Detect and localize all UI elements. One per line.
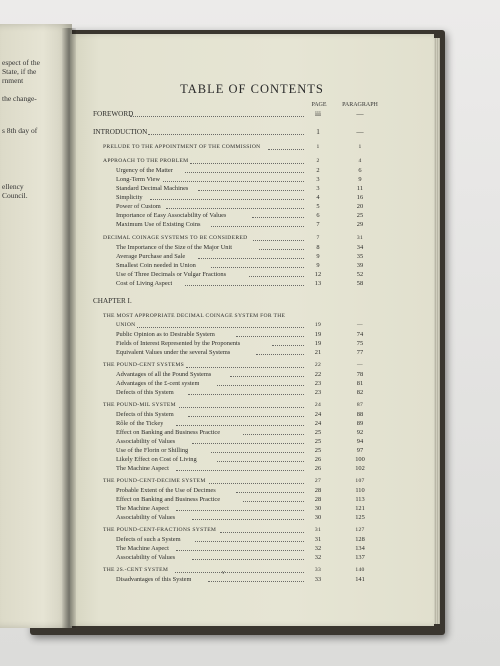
toc-row (0, 410, 500, 419)
toc-entry-title: Effect on Banking and Business Practice (116, 496, 221, 503)
leader-dots (188, 388, 304, 397)
leader-dots (236, 486, 304, 495)
leader-dots (192, 437, 304, 446)
leader-dots (166, 202, 304, 211)
toc-row (0, 220, 500, 229)
leader-dots (176, 419, 304, 428)
leader-dots (259, 243, 304, 252)
left-page-text: espect of the (2, 58, 40, 67)
leader-dots (137, 321, 305, 330)
left-page-text: State, if the (2, 67, 37, 76)
column-header-page (301, 102, 337, 109)
toc-row (0, 175, 500, 184)
toc-paragraph-number: 92 (356, 429, 364, 436)
toc-paragraph-number: 134 (355, 545, 365, 552)
toc-page-number: 1 (316, 144, 320, 150)
toc-entry-title: Likely Effect on Cost of Living (116, 456, 197, 463)
toc-entry-title: Smallest Coin needed in Union (116, 262, 196, 269)
toc-paragraph-number: 52 (356, 271, 364, 278)
toc-page-number: 23 (314, 389, 322, 396)
left-page-text: ellency (2, 182, 24, 191)
toc-paragraph-number: 94 (356, 438, 364, 445)
toc-row (0, 486, 500, 495)
toc-row (0, 252, 500, 261)
toc-page-number: 21 (314, 349, 322, 356)
toc-entry-title: Associability of Values (116, 438, 176, 445)
toc-page-number: 28 (314, 496, 322, 503)
toc-row (0, 279, 500, 288)
leader-dots (150, 193, 304, 202)
leader-dots (249, 270, 304, 279)
toc-row (0, 535, 500, 544)
toc-paragraph-number: 1 (358, 144, 362, 150)
toc-entry-title: Defects of such a System (116, 536, 181, 543)
leader-dots (198, 184, 304, 193)
toc-paragraph-number: 39 (356, 262, 364, 269)
toc-row (0, 312, 500, 321)
toc-paragraph-number: 81 (356, 380, 364, 387)
toc-page-number: 12 (314, 271, 322, 278)
toc-paragraph-number: 102 (355, 465, 365, 472)
toc-entry-title: THE POUND-CENT SYSTEMS (103, 362, 185, 368)
toc-paragraph-number: 58 (356, 280, 364, 287)
column-header-paragraph: PARAGRAPH (342, 102, 378, 108)
toc-page-number: 33 (314, 576, 322, 583)
toc-page-number: 19 (314, 331, 322, 338)
toc-paragraph-number: 74 (356, 331, 364, 338)
toc-entry-title: Urgency of the Matter (116, 167, 173, 174)
toc-row (0, 437, 500, 446)
toc-paragraph-number: 31 (356, 235, 364, 241)
toc-paragraph-number: 110 (355, 487, 365, 494)
toc-paragraph-number: 141 (355, 576, 365, 583)
leader-dots (186, 361, 304, 370)
toc-entry-title: PRELUDE TO THE APPOINTMENT OF THE COMMISSION (103, 144, 261, 150)
toc-entry-title: Effect on Banking and Business Practice (116, 429, 221, 436)
toc-entry-title: The Machine Aspect (116, 465, 169, 472)
left-page-text: rnment (2, 76, 24, 85)
toc-entry-title: DECIMAL COINAGE SYSTEMS TO BE CONSIDERED (103, 235, 248, 241)
toc-page-number: 24 (314, 411, 322, 418)
toc-page-number: 22 (314, 371, 322, 378)
toc-paragraph-number: 16 (356, 194, 364, 201)
toc-row (0, 464, 500, 473)
toc-page-number: iii (315, 110, 321, 118)
toc-paragraph-number: 127 (355, 527, 365, 533)
toc-row (0, 379, 500, 388)
toc-paragraph-number: 97 (356, 447, 364, 454)
toc-entry-title: APPROACH TO THE PROBLEM (103, 158, 189, 164)
toc-entry-title: Long-Term View (116, 176, 160, 183)
toc-page-number: 23 (314, 380, 322, 387)
left-page-text: Council. (2, 191, 28, 200)
toc-page-number: 3 (316, 176, 320, 183)
toc-page-number: 2 (316, 158, 320, 164)
toc-page-number: 33 (314, 567, 322, 573)
toc-row (0, 544, 500, 553)
toc-entry-title: The Machine Aspect (116, 545, 169, 552)
toc-entry-title: Simplicity (116, 194, 143, 201)
toc-entry-title: Advantages of all the Pound Systems (116, 371, 212, 378)
toc-row (0, 428, 500, 437)
toc-page-number: 31 (314, 536, 322, 543)
toc-page-number: 7 (316, 235, 320, 241)
toc-page-number: 19 (314, 340, 322, 347)
leader-dots (208, 575, 304, 584)
toc-paragraph-number: 6 (358, 167, 362, 174)
toc-page-number: 9 (316, 253, 320, 260)
leader-dots (188, 410, 304, 419)
leader-dots (209, 477, 304, 486)
toc-row (0, 143, 500, 152)
toc-row (0, 370, 500, 379)
leader-dots (272, 339, 304, 348)
toc-paragraph-number: 88 (356, 411, 364, 418)
toc-paragraph-number: — (356, 110, 364, 118)
leader-dots (179, 401, 304, 410)
toc-row (0, 553, 500, 562)
leader-dots (185, 279, 304, 288)
toc-paragraph-number: 77 (356, 349, 364, 356)
toc-row (0, 184, 500, 193)
toc-paragraph-number: 89 (356, 420, 364, 427)
toc-entry-title: INTRODUCTION (93, 128, 148, 136)
toc-page-number: 32 (314, 545, 322, 552)
leader-dots (148, 128, 304, 137)
toc-page-number: 28 (314, 487, 322, 494)
leader-dots (198, 252, 304, 261)
toc-entry-title: Use of Three Decimals or Vulgar Fractions (116, 271, 227, 278)
toc-entry-title: Disadvantages of this System (116, 576, 192, 583)
left-page-text: s 8th day of (2, 126, 38, 135)
toc-page-number: 26 (314, 456, 322, 463)
toc-row (0, 128, 500, 137)
toc-paragraph-number: 78 (356, 371, 364, 378)
toc-page-number: 31 (314, 527, 322, 533)
toc-entry-title: Rôle of the Tickey (116, 420, 164, 427)
leader-dots (217, 379, 304, 388)
toc-row (0, 193, 500, 202)
toc-page-number: 9 (316, 262, 320, 269)
leader-dots (192, 513, 304, 522)
toc-paragraph-number: — (357, 322, 363, 328)
toc-entry-title: The Importance of the Size of the Major Unit (116, 244, 233, 251)
toc-page-number: 1 (316, 128, 320, 136)
leader-dots (195, 535, 304, 544)
toc-row (0, 321, 500, 330)
leader-dots (268, 143, 304, 152)
toc-row (0, 419, 500, 428)
toc-entry-title: THE POUND-CENT-DECIME SYSTEM (103, 478, 206, 484)
leader-dots (176, 504, 304, 513)
toc-paragraph-number: 128 (355, 536, 365, 543)
toc-entry-title: Standard Decimal Machines (116, 185, 189, 192)
toc-paragraph-number: 125 (355, 514, 365, 521)
leader-dots (220, 526, 304, 535)
toc-entry-title: Associability of Values (116, 514, 176, 521)
toc-paragraph-number: 100 (355, 456, 365, 463)
toc-entry-title: Importance of Easy Associability of Values (116, 212, 227, 219)
toc-page-number: 7 (316, 221, 320, 228)
toc-page-number: 19 (314, 322, 322, 328)
leader-dots (252, 211, 304, 220)
leader-dots (217, 455, 304, 464)
toc-page-number: 24 (314, 402, 322, 408)
toc-row (0, 157, 500, 166)
toc-paragraph-number: 11 (356, 185, 364, 192)
toc-entry-title: THE POUND-MIL SYSTEM (103, 402, 176, 408)
toc-page-number: 2 (316, 167, 320, 174)
toc-page-number: 13 (314, 280, 322, 287)
toc-paragraph-number: 4 (358, 158, 362, 164)
toc-page-number: 6 (316, 212, 320, 219)
toc-page-number: 5 (316, 203, 320, 210)
toc-paragraph-number: 82 (356, 389, 364, 396)
toc-row (0, 495, 500, 504)
toc-entry-title: THE 2S.-CENT SYSTEM (103, 567, 169, 573)
toc-entry-title: CHAPTER I. (93, 297, 132, 305)
toc-entry-title: Cost of Living Aspect (116, 280, 173, 287)
toc-row (0, 339, 500, 348)
page-number: v (222, 570, 225, 576)
toc-row (0, 455, 500, 464)
leader-dots (130, 110, 304, 119)
toc-paragraph-number: 25 (356, 212, 364, 219)
toc-row (0, 202, 500, 211)
toc-entry-title: UNION (116, 322, 136, 328)
toc-row (0, 526, 500, 535)
toc-page-number: 32 (314, 554, 322, 561)
toc-entry-title: Associability of Values (116, 554, 176, 561)
toc-page-number: 30 (314, 505, 322, 512)
toc-page-number: 25 (314, 438, 322, 445)
toc-paragraph-number: — (356, 128, 364, 136)
toc-row (0, 446, 500, 455)
toc-row (0, 330, 500, 339)
leader-dots (243, 428, 304, 437)
leader-dots (163, 175, 304, 184)
toc-row (0, 261, 500, 270)
toc-paragraph-number: — (357, 362, 363, 368)
leader-dots (192, 553, 304, 562)
toc-entry-title: Equivalent Values under the several Systems (116, 349, 231, 356)
toc-paragraph-number: 121 (355, 505, 365, 512)
leader-dots (253, 234, 304, 243)
toc-page-number: 25 (314, 429, 322, 436)
toc-paragraph-number: 34 (356, 244, 364, 251)
leader-dots (176, 544, 304, 553)
toc-row (0, 348, 500, 357)
toc-row (0, 243, 500, 252)
toc-row (0, 110, 500, 119)
leader-dots (236, 330, 304, 339)
toc-paragraph-number: 107 (355, 478, 365, 484)
toc-entry-title: Power of Custom (116, 203, 161, 210)
toc-paragraph-number: 137 (355, 554, 365, 561)
toc-page-number: 4 (316, 194, 320, 201)
toc-page-number: 3 (316, 185, 320, 192)
toc-row (0, 401, 500, 410)
toc-page-number: 24 (314, 420, 322, 427)
toc-row (0, 234, 500, 243)
toc-entry-title: THE POUND-CENT-FRACTIONS SYSTEM (103, 527, 217, 533)
toc-row (0, 388, 500, 397)
left-page-text: the change- (2, 94, 37, 103)
toc-row (0, 477, 500, 486)
toc-entry-title: THE MOST APPROPRIATE DECIMAL COINAGE SYSTEM FOR THE (103, 313, 286, 319)
toc-entry-title: Advantages of the £-cent system (116, 380, 200, 387)
toc-paragraph-number: 29 (356, 221, 364, 228)
toc-row (0, 566, 500, 575)
toc-entry-title: Fields of Interest Represented by the Proponents (116, 340, 241, 347)
toc-entry-title: FOREWORD (93, 110, 134, 118)
toc-row (0, 211, 500, 220)
leader-dots (230, 370, 304, 379)
page-title: TABLE OF CONTENTS (180, 82, 324, 96)
column-header-page-label: PAGE (311, 102, 327, 108)
leader-dots (211, 220, 304, 229)
toc-paragraph-number: 35 (356, 253, 364, 260)
toc-row (0, 297, 500, 306)
leader-dots (176, 464, 304, 473)
toc-row (0, 361, 500, 370)
leader-dots (243, 495, 304, 504)
toc-row (0, 513, 500, 522)
toc-paragraph-number: 113 (355, 496, 365, 503)
toc-entry-title: Defects of this System (116, 389, 174, 396)
toc-page-number: 25 (314, 447, 322, 454)
leader-dots (190, 157, 304, 166)
leader-dots (256, 348, 304, 357)
toc-page-number: 26 (314, 465, 322, 472)
toc-entry-title: The Machine Aspect (116, 505, 169, 512)
toc-paragraph-number: 9 (358, 176, 362, 183)
toc-entry-title: Public Opinion as to Desirable System (116, 331, 215, 338)
toc-row (0, 270, 500, 279)
toc-row (0, 166, 500, 175)
toc-entry-title: Use of the Florin or Shilling (116, 447, 189, 454)
leader-dots (211, 261, 304, 270)
toc-paragraph-number: 75 (356, 340, 364, 347)
toc-paragraph-number: 20 (356, 203, 364, 210)
toc-entry-title: Defects of this System (116, 411, 174, 418)
leader-dots (185, 166, 304, 175)
leader-dots (175, 566, 304, 575)
leader-dots (211, 446, 304, 455)
toc-entry-title: Probable Extent of the Use of Decimes (116, 487, 216, 494)
toc-page-number: 30 (314, 514, 322, 521)
toc-entry-title: Average Purchase and Sale (116, 253, 186, 260)
toc-page-number: 8 (316, 244, 320, 251)
toc-row (0, 575, 500, 584)
toc-paragraph-number: 87 (356, 402, 364, 408)
toc-page-number: 27 (314, 478, 322, 484)
toc-paragraph-number: 140 (355, 567, 365, 573)
toc-row (0, 504, 500, 513)
toc-entry-title: Maximum Use of Existing Coins (116, 221, 201, 228)
toc-page-number: 22 (314, 362, 322, 368)
